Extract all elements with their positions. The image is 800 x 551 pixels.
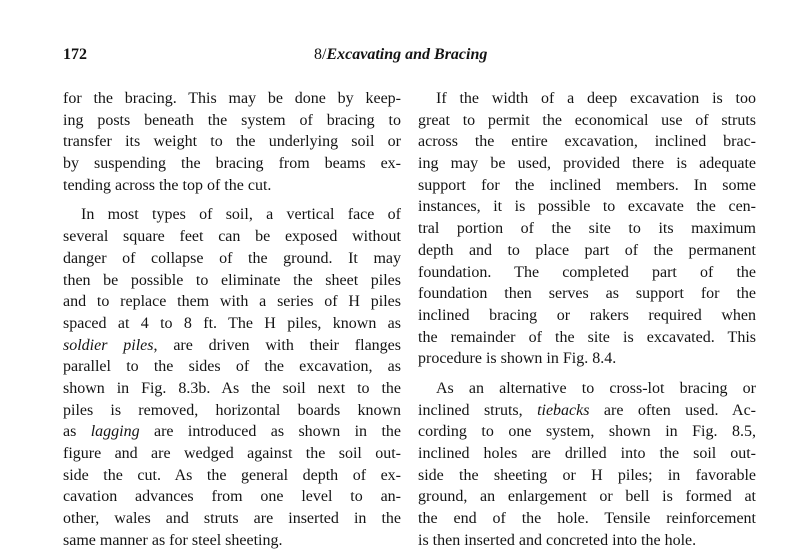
- text-line: tending across the top of the cut.: [63, 176, 272, 194]
- text-line: same manner as for steel sheeting.: [63, 531, 283, 549]
- text-line: piles is removed, horizontal boards known: [63, 401, 401, 419]
- right-column: [418, 88, 756, 551]
- text-line: several square feet can be exposed without: [63, 228, 401, 246]
- text-line: inclined struts, tiebacks are often used. Ac-: [418, 401, 756, 419]
- text-line: by suspending the bracing from beams ex-: [63, 155, 401, 173]
- text-line: foundation. The completed part of the: [418, 263, 756, 281]
- text-line: depth and to place part of the permanent: [418, 241, 756, 259]
- page-number: 172: [63, 46, 87, 63]
- text-line: across the entire excavation, inclined brac-: [418, 133, 756, 151]
- text-line: ground, an enlargement or bell is formed at: [418, 488, 756, 506]
- text-line: support for the inclined members. In some: [418, 176, 756, 194]
- running-head: [314, 46, 487, 64]
- text-line: for the bracing. This may be done by keep-: [63, 90, 401, 107]
- text-line: As an alternative to cross-lot bracing or: [436, 379, 756, 397]
- text-line: transfer its weight to the underlying soil or: [63, 133, 401, 151]
- text-line: other, wales and struts are inserted in the: [63, 510, 401, 528]
- text-line: inclined bracing or rakers required when: [418, 306, 756, 324]
- left-column: [63, 88, 401, 551]
- text-line: the remainder of the site is excavated. This: [418, 328, 756, 346]
- chapter-prefix: 8/: [314, 46, 327, 63]
- page-header: [0, 46, 800, 70]
- text-line: spaced at 4 to 8 ft. The H piles, known as: [63, 314, 401, 332]
- text-line: instances, it is possible to excavate the cen-: [418, 198, 756, 216]
- text-line: figure and are wedged against the soil out-: [63, 445, 401, 462]
- text-line: danger of collapse of the ground. It may: [63, 249, 401, 267]
- text-line: cording to one system, shown in Fig. 8.5,: [418, 423, 756, 441]
- text-line: soldier piles, are driven with their flanges: [63, 336, 402, 354]
- text-line: then be possible to eliminate the sheet piles: [63, 271, 401, 289]
- text-line: shown in Fig. 8.3b. As the soil next to the: [63, 379, 401, 397]
- text-line: In most types of soil, a vertical face of: [81, 206, 401, 224]
- text-line: procedure is shown in Fig. 8.4.: [418, 350, 617, 368]
- chapter-title: Excavating and Bracing: [326, 46, 488, 63]
- term-soldier-piles: soldier piles: [63, 336, 154, 354]
- text-line: ing may be used, provided there is adequate: [418, 155, 756, 173]
- text-line: side the cut. As the general depth of ex-: [63, 466, 401, 484]
- text-line: parallel to the sides of the excavation, as: [63, 358, 401, 376]
- text-line: the end of the hole. Tensile reinforcement: [418, 510, 756, 528]
- text-line: tral portion of the site to its maximum: [418, 220, 756, 238]
- term-tiebacks: tiebacks: [537, 401, 590, 419]
- text-line: foundation then serves as support for the: [418, 285, 756, 303]
- text-line: great to permit the economical use of struts: [418, 111, 756, 129]
- term-lagging: lagging: [90, 423, 140, 441]
- text-line: side the sheeting or H piles; in favorable: [418, 466, 756, 484]
- text-line: If the width of a deep excavation is too: [436, 90, 756, 107]
- text-line: is then inserted and concreted into the hole.: [418, 531, 697, 549]
- text-line: ing posts beneath the system of bracing to: [63, 111, 401, 129]
- text-line: cavation advances from one level to an-: [63, 488, 401, 506]
- text-line: and to replace them with a series of H piles: [63, 293, 401, 311]
- text-line: as lagging are introduced as shown in the: [63, 423, 401, 441]
- text-line: inclined holes are drilled into the soil out-: [418, 445, 756, 462]
